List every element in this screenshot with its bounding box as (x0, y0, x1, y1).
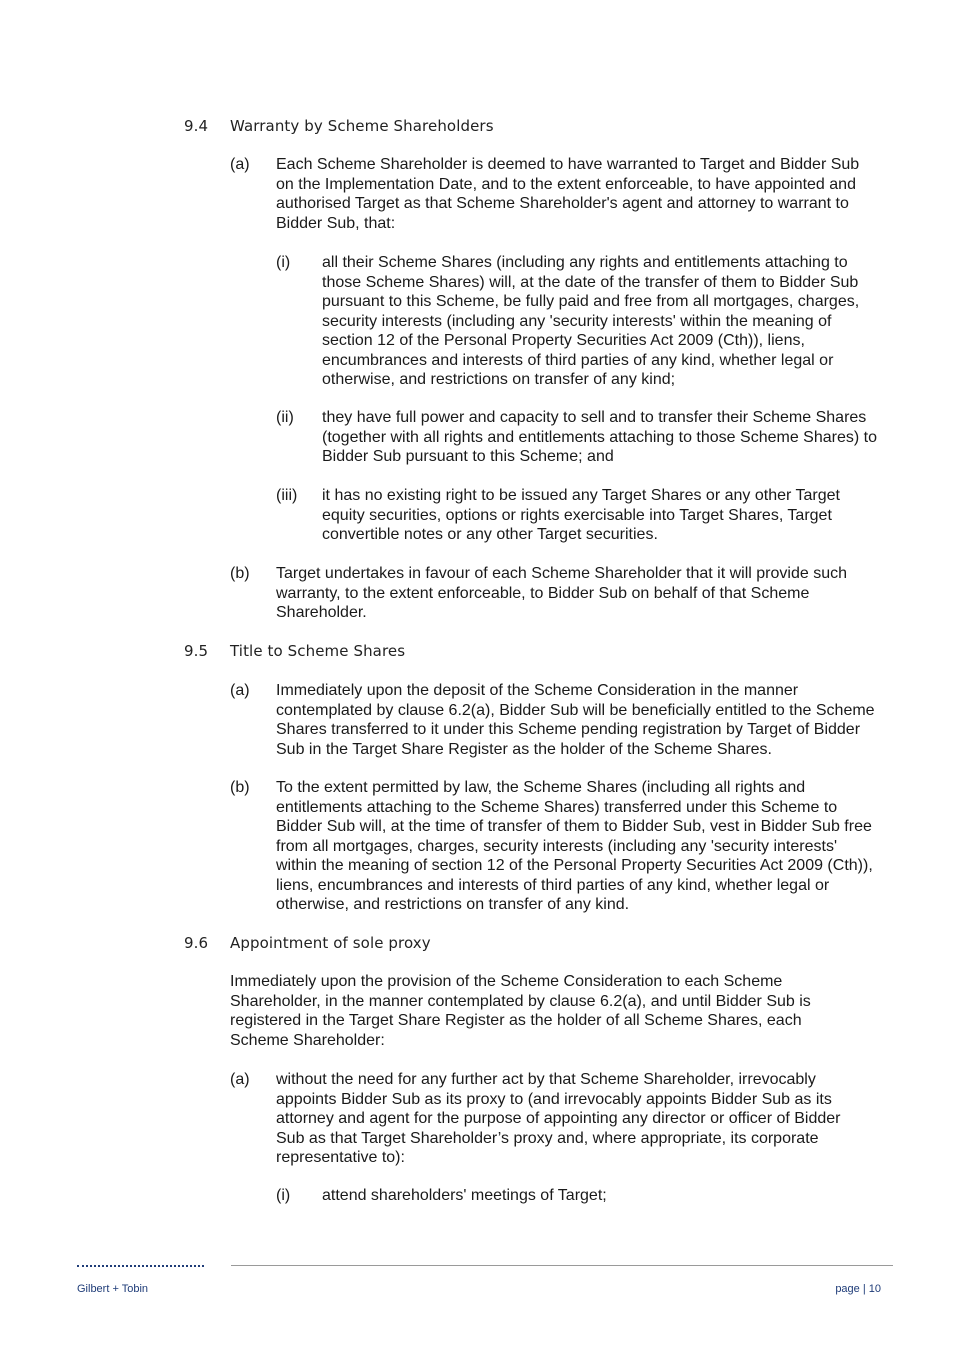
footer-page-number: page | 10 (835, 1283, 881, 1295)
section-heading-9-6 (184, 934, 431, 952)
footer-dotted-rule (77, 1265, 204, 1267)
clause-text: To the extent permitted by law, the Scheme Shares (including all rights and entitlements attaching to the Scheme Shares) transferred under this Scheme to Bidder Sub will, at the time of transfer of them to Bidder Sub, vest in Bidder Sub free from all mortgages, charges, security interests (including any 'security interests' within the meaning of section 12 of the Personal Property Securities Act 2009 (Cth)), liens, encumbrances and interests of third parties of any kind, whether legal or otherwise, and restrictions on transfer of any kind. (276, 779, 873, 913)
clause-text: Each Scheme Shareholder is deemed to have warranted to Target and Bidder Sub on the Implementation Date, and to the extent enforceable, to have appointed and authorised Target as that Scheme Shareholder's agent and attorney to warrant to Bidder Sub, that: (276, 156, 860, 232)
clause-label: (b) (230, 565, 250, 582)
clause-label: (a) (230, 156, 250, 173)
footer-firm-name: Gilbert + Tobin (77, 1283, 149, 1295)
subclause-label: (i) (276, 254, 291, 271)
section-number: 9.4 (184, 117, 209, 135)
subclause-text: it has no existing right to be issued any Target Shares or any other Target equity securities, options or rights exercisable into Target Shares, Target convertible notes or any other Target securities. (322, 487, 840, 543)
clause-text: without the need for any further act by that Scheme Shareholder, irrevocably appoints Bidder Sub as its proxy to (and irrevocably appoints Bidder Sub as its attorney and agent for the purpose of appointing any director or officer of Bidder Sub as that Target Shareholder’s proxy and, where appropriate, its corporate representative to): (276, 1071, 841, 1166)
clause-label: (a) (230, 682, 250, 699)
subclause-label: (ii) (276, 409, 294, 426)
section-title: Appointment of sole proxy (230, 934, 431, 952)
clause-label: (b) (230, 779, 250, 796)
section-title: Title to Scheme Shares (230, 642, 406, 660)
section-number: 9.6 (184, 934, 209, 952)
clause-text: Target undertakes in favour of each Scheme Shareholder that it will provide such warranty, to the extent enforceable, to Bidder Sub on behalf of that Scheme Shareholder. (276, 565, 847, 621)
subclause-label: (i) (276, 1187, 291, 1204)
section-intro-text: Immediately upon the provision of the Scheme Consideration to each Scheme Shareholder, in the manner contemplated by clause 6.2(a), and until Bidder Sub is registered in the Target Share Register as the holder of all Scheme Shares, each Scheme Shareholder: (230, 973, 811, 1049)
subclause-text: attend shareholders' meetings of Target; (322, 1187, 607, 1204)
section-title: Warranty by Scheme Shareholders (230, 117, 494, 135)
subclause-text: all their Scheme Shares (including any rights and entitlements attaching to those Scheme Shares) will, at the date of the transfer of them to Bidder Sub pursuant to this Scheme, be fully paid and free from all mortgages, charges, security interests (including any 'security interests' within the meaning of section 12 of the Personal Property Securities Act 2009 (Cth)), liens, encumbrances and interests of third parties of any kind, whether legal or otherwise, and restrictions on transfer of any kind; (322, 254, 860, 388)
subclause-label: (iii) (276, 487, 298, 504)
clause-label: (a) (230, 1071, 250, 1088)
subclause-text: they have full power and capacity to sell and to transfer their Scheme Shares (together with all rights and entitlements attaching to those Scheme Shares) to Bidder Sub pursuant to this Scheme; and (322, 409, 877, 465)
section-number: 9.5 (184, 642, 209, 660)
section-heading-9-4 (184, 117, 494, 135)
clause-text: Immediately upon the deposit of the Scheme Consideration in the manner contemplated by clause 6.2(a), Bidder Sub will be beneficially entitled to the Scheme Shares transferred to it under this Scheme pending registration by Target of Bidder Sub in the Target Share Register as the holder of the Scheme Shares. (276, 682, 875, 758)
section-heading-9-5 (184, 642, 405, 660)
footer-rule (231, 1265, 893, 1266)
